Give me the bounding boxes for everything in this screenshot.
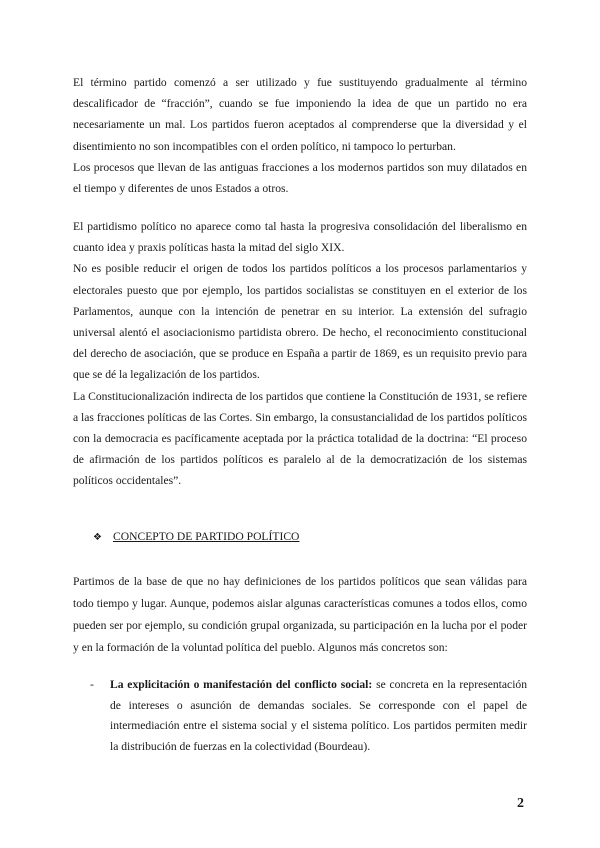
section-heading [93, 529, 299, 546]
list-item-term: La explicitación o manifestación del conflicto social: [110, 678, 373, 691]
concept-section [73, 571, 527, 659]
characteristics-list [90, 675, 527, 757]
diamond-bullet-icon: ❖ [93, 532, 102, 543]
history-section [73, 216, 527, 492]
paragraph: Partimos de la base de que no hay definiciones de los partidos políticos que sean válidas para todo tiempo y lugar. Aunque, podemos aislar algunas características comunes a todos ellos, como pueden ser por ejemplo, su condición grupal organizada, su participación en la lucha por el poder y en la formación de la voluntad política del pueblo. Algunos más concretos son: [73, 575, 527, 654]
page-number: 2 [517, 796, 524, 811]
paragraph: La Constitucionalización indirecta de los partidos que contiene la Constitución de 1931, se refiere a las fracciones políticas de las Cortes. Sin embargo, la consustancialidad de los partidos políticos con la democracia es pacíficamente aceptada por la práctica totalidad de la doctrina: “El proceso de afirmación de los partidos políticos es paralelo al de la democratización de los sistemas políticos occidentales”. [73, 389, 527, 488]
paragraph: El término partido comenzó a ser utilizado y fue sustituyendo gradualmente al término descalificador de “fracción”, cuando se fue imponiendo la idea de que un partido no era necesariamente un mal. Los partidos fueron aceptados al comprenderse que la diversidad y el disentimiento no son incompatibles con el orden político, ni tampoco lo perturban. [73, 76, 527, 153]
paragraph: Los procesos que llevan de las antiguas fracciones a los modernos partidos son muy dilatados en el tiempo y diferentes de unos Estados a otros. [73, 160, 527, 196]
section-title: CONCEPTO DE PARTIDO POLÍTICO [113, 530, 300, 543]
list-item-text: se concreta en la representación de intereses o asunción de demandas sociales. Se corresponde con el papel de intermediación entre el sistema social y el sistema político. Los partidos permiten medir la distribución de fuerzas en la colectividad (Bourdeau). [110, 678, 528, 753]
intro-section [73, 72, 527, 199]
list-dash: - [90, 678, 94, 691]
paragraph: No es posible reducir el origen de todos los partidos políticos a los procesos parlamentarios y electorales puesto que por ejemplo, los partidos socialistas se constituyen en el exterior de los Parlamentos, aunque con la intención de penetrar en su interior. La extensión del sufragio universal alentó el asociacionismo partidista obrero. De hecho, el reconocimiento constitucional del derecho de asociación, que se produce en España a partir de 1869, es un requisito previo para que se dé la legalización de los partidos. [73, 262, 527, 382]
paragraph: El partidismo político no aparece como tal hasta la progresiva consolidación del liberalismo en cuanto idea y praxis políticas hasta la mitad del siglo XIX. [73, 220, 527, 255]
list-item [110, 675, 527, 757]
